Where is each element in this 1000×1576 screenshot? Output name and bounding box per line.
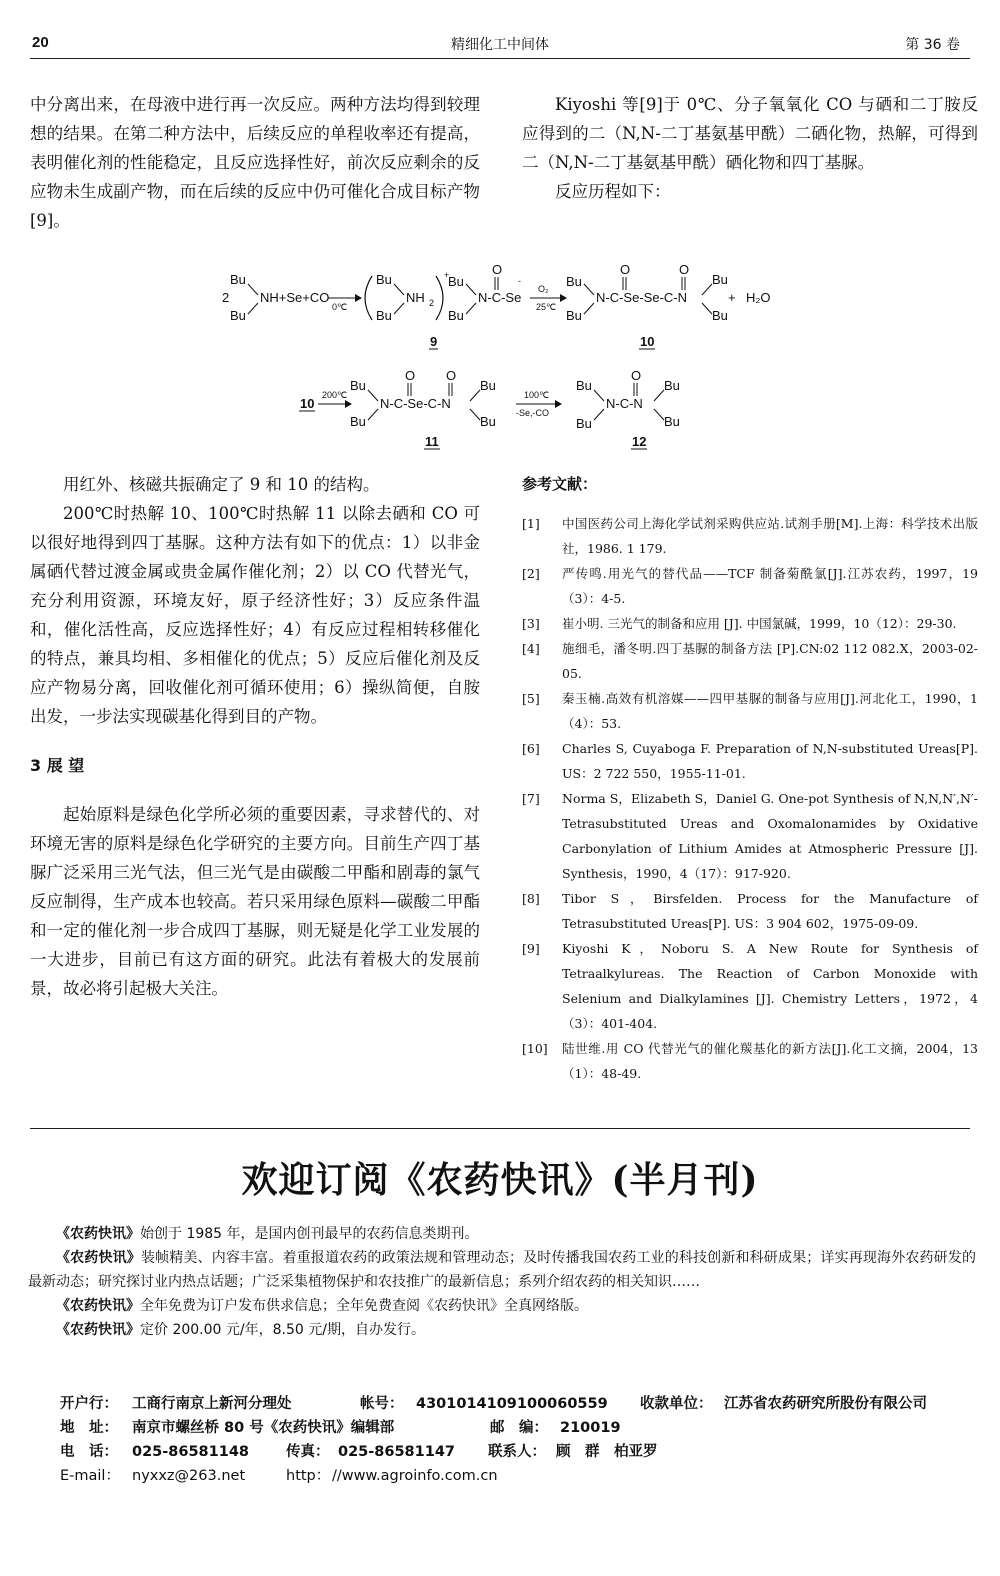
reference-number: [6] bbox=[522, 741, 540, 756]
reference-text: Charles S, Cuyaboga F. Preparation of N,N-substituted Ureas[P]. US：2 722 550，1955-11-01. bbox=[562, 741, 978, 781]
condition-label: 25℃ bbox=[536, 302, 557, 312]
bu-label: Bu bbox=[376, 272, 392, 287]
condition-label: 200℃ bbox=[322, 390, 348, 400]
contact-person-label: 联系人： bbox=[488, 1444, 546, 1460]
carbamoselenoate: N-C-Se bbox=[478, 290, 522, 305]
contact-row bbox=[60, 1464, 980, 1488]
reference-number: [7] bbox=[522, 791, 540, 806]
reference-number: [2] bbox=[522, 566, 540, 581]
ad-journal-name: 《农药快讯》 bbox=[56, 1298, 140, 1314]
zip-label: 邮 编： bbox=[490, 1420, 548, 1436]
payee-label: 收款单位： bbox=[640, 1396, 713, 1412]
reference-text: Norma S，Elizabeth S，Daniel G. One-pot Synthesis of N,N,N′,N′-Tetrasubstituted Ureas and Oxomalonamides by Oxidative Carbonylation of Lithium Amides at Atmospheric Pressure [J]. Synthesis，1990，4（17）：917-920. bbox=[562, 791, 978, 881]
bu-label: Bu bbox=[350, 414, 366, 429]
paragraph: Kiyoshi 等[9]于 0℃、分子氧氧化 CO 与硒和二丁胺反应得到的二（N,N-二丁基氨基甲酰）二硒化物，热解，可得到二（N,N-二丁基氨基甲酰）硒化物和四丁基脲。 bbox=[522, 95, 978, 172]
address-label: 地 址： bbox=[60, 1420, 118, 1436]
reference-text: 崔小明. 三光气的制备和应用 [J]. 中国氯碱，1999，10（12）：29-30. bbox=[562, 616, 957, 631]
bank-value: 工商行南京上新河分理处 bbox=[132, 1396, 292, 1412]
reference-item bbox=[522, 561, 978, 611]
zip-value: 210019 bbox=[560, 1420, 621, 1436]
reference-number: [9] bbox=[522, 941, 540, 956]
reference-item bbox=[522, 511, 978, 561]
ad-paragraph bbox=[28, 1318, 976, 1342]
diselenide: N-C-Se-Se-C-N bbox=[596, 290, 687, 305]
reference-text: Kiyoshi K，Noboru S. A New Route for Synthesis of Tetraalkylureas. The Reaction of Carbon Monoxide with Selenium and Dialkylamines [J]. Chemistry Letters，1972，4（3）：401-404. bbox=[562, 941, 978, 1031]
coefficient: 2 bbox=[222, 290, 230, 305]
bu-label: Bu bbox=[448, 308, 464, 323]
reference-item bbox=[522, 686, 978, 736]
payee-value: 江苏省农药研究所股份有限公司 bbox=[724, 1396, 927, 1412]
bu-label: Bu bbox=[448, 274, 464, 289]
water: H₂O bbox=[746, 290, 771, 305]
ad-title: 欢迎订阅《农药快讯》(半月刊) bbox=[241, 1159, 759, 1201]
bu-label: Bu bbox=[712, 308, 728, 323]
amine-reactants: NH+Se+CO bbox=[260, 290, 330, 305]
monoselenide: N-C-Se-C-N bbox=[380, 396, 451, 411]
compound-label-10: 10 bbox=[300, 396, 315, 411]
journal-title: 精细化工中间体 bbox=[451, 37, 549, 53]
phone-value: 025-86581148 bbox=[132, 1444, 249, 1460]
right-column-top bbox=[522, 90, 978, 206]
compound-label-10: 10 bbox=[640, 334, 655, 349]
contact-row bbox=[60, 1440, 980, 1464]
condition-label: 0℃ bbox=[332, 302, 348, 312]
reaction-scheme bbox=[200, 262, 800, 452]
ad-text: 全年免费为订户发布供求信息；全年免费查阅《农药快讯》全真网络版。 bbox=[140, 1298, 588, 1314]
reference-item bbox=[522, 886, 978, 936]
oxygen-label: O bbox=[679, 262, 690, 277]
email-link[interactable]: nyxxz@263.net bbox=[132, 1468, 246, 1484]
ad-text: 始创于 1985 年，是国内创刊最早的农药信息类期刊。 bbox=[140, 1226, 479, 1242]
reference-item bbox=[522, 786, 978, 886]
bu-label: Bu bbox=[664, 414, 680, 429]
ad-paragraph bbox=[28, 1222, 976, 1246]
paragraph: 中分离出来，在母液中进行再一次反应。两种方法均得到较理想的结果。在第二种方法中，后续反应的单程收率还有提高，表明催化剂的性能稳定，且反应选择性好，前次反应剩余的反应物未生成副产物，而在后续的反应中仍可催化合成目标产物[9]。 bbox=[30, 95, 480, 230]
bu-label: Bu bbox=[350, 378, 366, 393]
reference-number: [8] bbox=[522, 891, 540, 906]
website-link[interactable]: //www.agroinfo.com.cn bbox=[332, 1468, 498, 1484]
arrow-head bbox=[560, 294, 567, 302]
condition-label: -Se,-CO bbox=[516, 408, 550, 418]
oxygen-label: O bbox=[446, 368, 457, 383]
ad-paragraph bbox=[28, 1246, 976, 1294]
reference-text: 陆世维.用 CO 代替光气的催化羰基化的新方法[J].化工文摘，2004，13（1）：48-49. bbox=[562, 1041, 978, 1081]
reference-number: [5] bbox=[522, 691, 540, 706]
left-column-top bbox=[30, 90, 480, 235]
left-column-body bbox=[30, 470, 480, 1003]
compound-label-9: 9 bbox=[430, 334, 438, 349]
ad-journal-name: 《农药快讯》 bbox=[56, 1322, 140, 1338]
paragraph: 起始原料是绿色化学所必须的重要因素，寻求替代的、对环境无害的原料是绿色化学研究的主要方向。目前生产四丁基脲广泛采用三光气法，但三光气是由碳酸二甲酯和剧毒的氯气反应制得，生产成本也较高。若只采用绿色原料—碳酸二甲酯和一定的催化剂一步合成四丁基脲，则无疑是化学工业发展的一大进步，目前已有这方面的研究。此法有着极大的发展前景，故必将引起极大关注。 bbox=[30, 805, 480, 998]
http-label: http： bbox=[286, 1468, 331, 1484]
condition-label: O₂ bbox=[538, 284, 549, 294]
subscript: 2 bbox=[429, 298, 435, 308]
ammonium-group: NH bbox=[406, 290, 425, 305]
bu-label: Bu bbox=[664, 378, 680, 393]
bu-label: Bu bbox=[230, 308, 246, 323]
contact-row bbox=[60, 1416, 980, 1440]
compound-label-12: 12 bbox=[632, 434, 647, 449]
bu-label: Bu bbox=[566, 274, 582, 289]
reference-item bbox=[522, 1036, 978, 1086]
ad-text: 装帧精美、内容丰富。着重报道农药的政策法规和管理动态；及时传播我国农药工业的科技创新和科研成果；详实再现海外农药研发的最新动态；研究探讨业内热点话题；广泛采集植物保护和农技推广的最新信息；系列介绍农药的相关知识…… bbox=[28, 1250, 976, 1290]
reference-text: 严传鸣.用光气的替代品——TCF 制备菊酰氯[J].江苏农药，1997，19（3）：4-5. bbox=[562, 566, 978, 606]
arrow-head bbox=[345, 400, 352, 408]
contact-person-value: 顾 群 柏亚罗 bbox=[556, 1444, 658, 1460]
section-heading: 3 展 望 bbox=[30, 756, 85, 775]
email-label: E-mail： bbox=[60, 1468, 120, 1484]
account-label: 帐号： bbox=[360, 1396, 404, 1412]
compound-label-11: 11 bbox=[425, 434, 439, 449]
oxygen-label: O bbox=[620, 262, 631, 277]
phone-label: 电 话： bbox=[60, 1444, 118, 1460]
reference-item bbox=[522, 611, 978, 636]
reference-number: [10] bbox=[522, 1041, 548, 1056]
ad-paragraph bbox=[28, 1294, 976, 1318]
bu-label: Bu bbox=[230, 272, 246, 287]
reference-text: 施细毛，潘冬明.四丁基脲的制备方法 [P].CN:02 112 082.X，2003-02-05. bbox=[562, 641, 978, 681]
contact-info bbox=[60, 1392, 980, 1488]
bu-label: Bu bbox=[480, 414, 496, 429]
ad-journal-name: 《农药快讯》 bbox=[56, 1226, 140, 1242]
reference-number: [3] bbox=[522, 616, 540, 631]
plus-sign: + bbox=[728, 290, 736, 305]
bu-label: Bu bbox=[480, 378, 496, 393]
reference-text: Tibor S，Birsfelden. Process for the Manufacture of Tetrasubstituted Ureas[P]. US：3 904 602，1975-09-09. bbox=[562, 891, 978, 931]
reference-number: [4] bbox=[522, 641, 540, 656]
bracket-left bbox=[365, 276, 372, 320]
account-value: 4301014109100060559 bbox=[416, 1396, 608, 1412]
contact-row bbox=[60, 1392, 980, 1416]
bu-label: Bu bbox=[576, 416, 592, 431]
divider bbox=[30, 1128, 970, 1129]
fax-value: 025-86581147 bbox=[338, 1444, 455, 1460]
reference-text: 秦玉楠.高效有机溶媒——四甲基脲的制备与应用[J].河北化工，1990，1（4）：53. bbox=[562, 691, 978, 731]
bank-label: 开户行： bbox=[60, 1396, 118, 1412]
oxygen-label: O bbox=[631, 368, 642, 383]
reference-item bbox=[522, 636, 978, 686]
reference-text: 中国医药公司上海化学试剂采购供应站.试剂手册[M].上海：科学技术出版社，1986. 1 179. bbox=[562, 516, 978, 556]
page-header bbox=[30, 28, 970, 59]
address-value: 南京市螺丝桥 80 号《农药快讯》编辑部 bbox=[132, 1420, 395, 1436]
reference-item bbox=[522, 936, 978, 1036]
oxygen-label: O bbox=[492, 262, 503, 277]
fax-label: 传真： bbox=[286, 1444, 330, 1460]
references-heading: 参考文献： bbox=[522, 475, 598, 493]
references bbox=[522, 472, 978, 1086]
paragraph: 用红外、核磁共振确定了 9 和 10 的结构。 bbox=[63, 475, 380, 494]
volume-label: 第 36 卷 bbox=[905, 37, 960, 53]
bu-label: Bu bbox=[576, 378, 592, 393]
ad-text: 定价 200.00 元/年，8.50 元/期，自办发行。 bbox=[140, 1322, 425, 1338]
charge-plus: + bbox=[444, 270, 450, 280]
bracket-right bbox=[436, 276, 443, 320]
arrow-head bbox=[555, 400, 562, 408]
arrow-head bbox=[355, 294, 362, 302]
page-number: 20 bbox=[32, 34, 49, 51]
bu-label: Bu bbox=[376, 308, 392, 323]
charge-minus: - bbox=[518, 276, 521, 286]
reference-number: [1] bbox=[522, 516, 540, 531]
oxygen-label: O bbox=[405, 368, 416, 383]
condition-label: 100℃ bbox=[524, 390, 550, 400]
tetrabutylurea: N-C-N bbox=[606, 396, 643, 411]
ad-body bbox=[28, 1222, 976, 1342]
reference-item bbox=[522, 736, 978, 786]
ad-journal-name: 《农药快讯》 bbox=[56, 1250, 141, 1266]
paragraph: 200℃时热解 10、100℃时热解 11 以除去硒和 CO 可以很好地得到四丁基脲。这种方法有如下的优点：1）以非金属硒代替过渡金属或贵金属作催化剂；2）以 CO 代替光气，充分利用资源，环境友好，原子经济性好；3）反应条件温和，催化活性高，反应选择性好；4）有反应过程相转移催化的特点，兼具均相、多相催化的优点；5）反应后催化剂及反应产物易分离，回收催化剂可循环使用；6）操纵简便，自胺出发，一步法实现碳基化得到目的产物。 bbox=[30, 504, 480, 726]
bu-label: Bu bbox=[712, 272, 728, 287]
bu-label: Bu bbox=[566, 308, 582, 323]
paragraph: 反应历程如下： bbox=[555, 182, 671, 201]
